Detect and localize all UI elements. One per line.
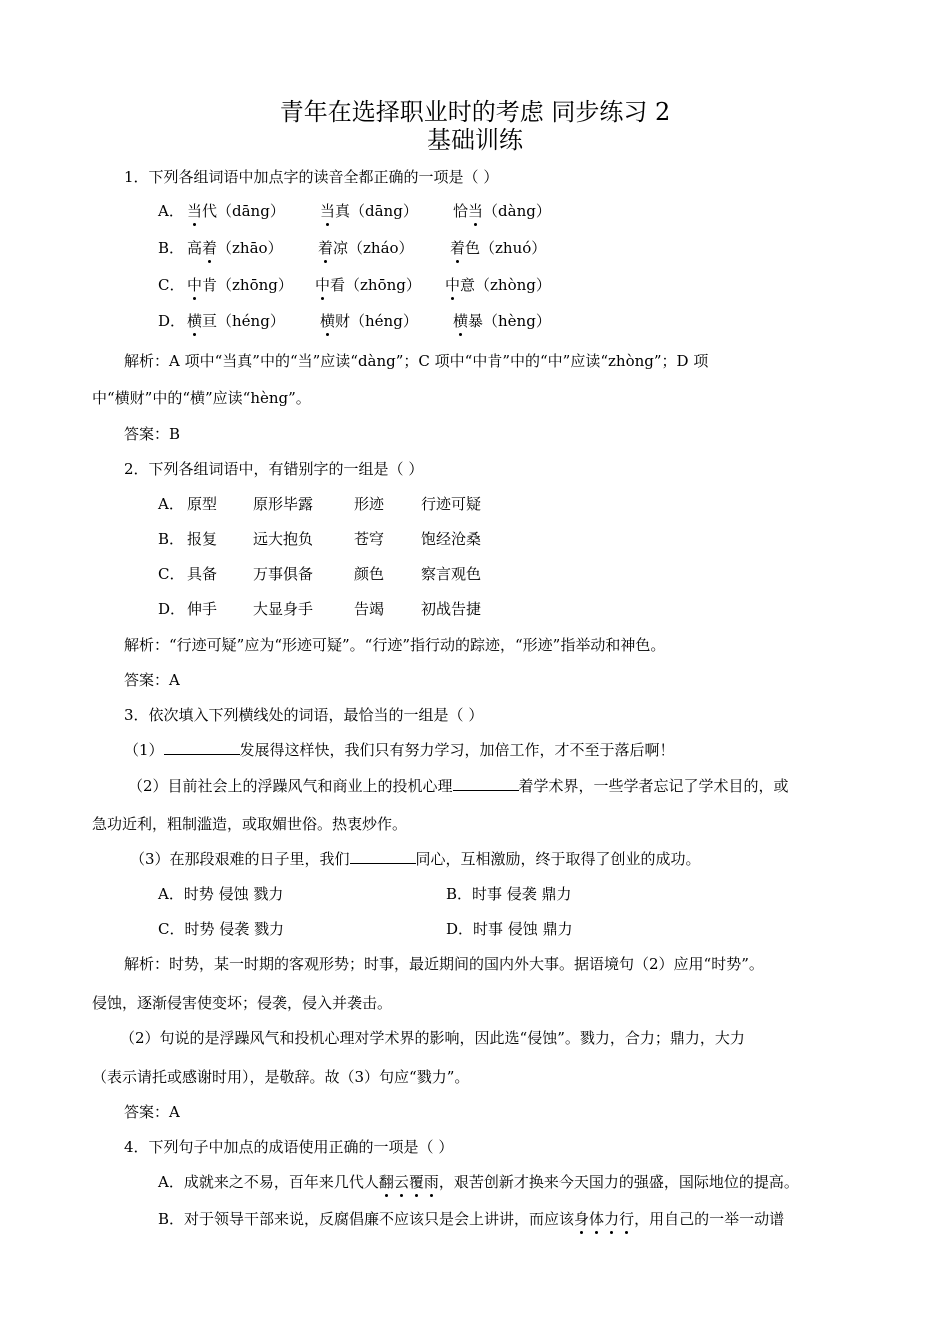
q1-analysis-line-1: 解析：A 项中“当真”中的“当”应读“dàng”；C 项中“中肯”中的“中”应读“zhòng”；D 项 — [124, 352, 709, 370]
q3-option-d: D．时事 侵蚀 鼎力 — [446, 920, 573, 938]
q2-option-c-term-2: 万事俱备 — [253, 565, 314, 583]
q2-option-c-term-1: 具备 — [187, 565, 218, 583]
q2-option-c-term-3: 颜色 — [354, 565, 385, 583]
q2-option-d-term-2: 大显身手 — [253, 600, 314, 618]
q2-option-a-term-3: 形迹 — [354, 495, 385, 513]
q3-analysis-line-3: （2）句说的是浮躁风气和投机心理对学术界的影响，因此选“侵蚀”。戮力，合力；鼎力，大力 — [120, 1029, 745, 1047]
q3-blank-3 — [350, 849, 416, 864]
q1-option-a-label: A． — [158, 202, 184, 220]
q1-analysis-line-2: 中“横财”中的“横”应读“hèng”。 — [92, 389, 311, 407]
q3-sentence-1: （1） 发展得这样快，我们只有努力学习，加倍工作，才不至于落后啊！ — [124, 741, 675, 759]
q2-option-b-term-2: 远大抱负 — [253, 530, 314, 548]
q1-option-b-word-2: 着凉（zháo） — [318, 239, 414, 257]
q1-option-a-word-3: 恰当（dàng） — [453, 202, 551, 220]
q3-analysis-line-1: 解析：时势，某一时期的客观形势；时事，最近期间的国内外大事。据语境句（2）应用“时势”。 — [124, 955, 764, 973]
q2-option-c-label: C． — [158, 565, 185, 583]
q2-option-d-term-3: 告竭 — [354, 600, 385, 618]
q2-option-b-term-1: 报复 — [187, 530, 218, 548]
q1-option-d-word-1: 横亘（héng） — [187, 312, 285, 330]
q2-option-a-label: A． — [158, 495, 184, 513]
q1-option-c-label: C． — [158, 276, 185, 294]
q1-option-c-word-1: 中肯（zhōng） — [187, 276, 293, 294]
q2-option-a-term-2: 原形毕露 — [253, 495, 314, 513]
q1-option-c-word-3: 中意（zhòng） — [445, 276, 551, 294]
q1-option-c-word-2: 中看（zhōng） — [315, 276, 421, 294]
q2-option-b-term-4: 饱经沧桑 — [421, 530, 482, 548]
q2-option-b-term-3: 苍穹 — [354, 530, 385, 548]
q2-option-b-label: B． — [158, 530, 185, 548]
q2-answer: 答案：A — [124, 671, 180, 689]
q3-sentence-2: （2）目前社会上的浮躁风气和商业上的投机心理 着学术界，一些学者忘记了学术目的，或 — [128, 777, 789, 795]
q3-answer: 答案：A — [124, 1103, 180, 1121]
q1-answer: 答案：B — [124, 425, 181, 443]
q1-option-a-word-1: 当代（dāng） — [187, 202, 285, 220]
q2-option-c-term-4: 察言观色 — [421, 565, 482, 583]
q1-option-d-word-2: 横财（héng） — [320, 312, 418, 330]
q2-option-a-term-1: 原型 — [187, 495, 218, 513]
q2-option-a-term-4: 行迹可疑 — [421, 495, 482, 513]
q3-analysis-line-2: 侵蚀，逐渐侵害使变坏；侵袭，侵入并袭击。 — [92, 994, 393, 1012]
q1-stem: 1．下列各组词语中加点字的读音全都正确的一项是（ ） — [124, 168, 499, 186]
q2-option-d-label: D． — [158, 600, 186, 618]
q1-option-b-label: B． — [158, 239, 185, 257]
q3-sentence-2-cont: 急功近利，粗制滥造，或取媚世俗。热衷炒作。 — [92, 815, 408, 833]
q2-option-d-term-1: 伸手 — [187, 600, 218, 618]
q2-analysis: 解析：“行迹可疑”应为“形迹可疑”。“行迹”指行动的踪迹，“形迹”指举动和神色。 — [124, 636, 666, 654]
q3-blank-2 — [453, 776, 519, 791]
q4-stem: 4．下列句子中加点的成语使用正确的一项是（ ） — [124, 1138, 454, 1156]
document-title: 青年在选择职业时的考虑 同步练习 2 — [279, 98, 671, 126]
q3-option-a: A．时势 侵蚀 戮力 — [158, 885, 284, 903]
q1-option-a-word-2: 当真（dāng） — [320, 202, 418, 220]
q1-option-b-word-3: 着色（zhuó） — [450, 239, 547, 257]
q3-sentence-3: （3）在那段艰难的日子里，我们 同心，互相激励，终于取得了创业的成功。 — [130, 850, 701, 868]
q1-option-d-word-3: 横暴（hèng） — [453, 312, 551, 330]
q2-stem: 2．下列各组词语中，有错别字的一组是（ ） — [124, 460, 424, 478]
q1-option-d-label: D． — [158, 312, 186, 330]
q3-option-b: B．时事 侵袭 鼎力 — [446, 885, 572, 903]
q3-stem: 3．依次填入下列横线处的词语，最恰当的一组是（ ） — [124, 706, 484, 724]
q4-option-a: A．成就来之不易，百年来几代人翻云覆雨，艰苦创新才换来今天国力的强盛，国际地位的提高。 — [158, 1173, 799, 1191]
q1-option-b-word-1: 高着（zhāo） — [187, 239, 283, 257]
q4-option-b: B．对于领导干部来说，反腐倡廉不应该只是会上讲讲，而应该身体力行，用自己的一举一动谱 — [158, 1210, 785, 1228]
q2-option-d-term-4: 初战告捷 — [421, 600, 482, 618]
document-subtitle: 基础训练 — [427, 126, 523, 154]
q3-blank-1 — [164, 740, 240, 755]
q3-analysis-line-4: （表示请托或感谢时用），是敬辞。故（3）句应“戮力”。 — [92, 1068, 470, 1086]
q3-option-c: C．时势 侵袭 戮力 — [158, 920, 285, 938]
